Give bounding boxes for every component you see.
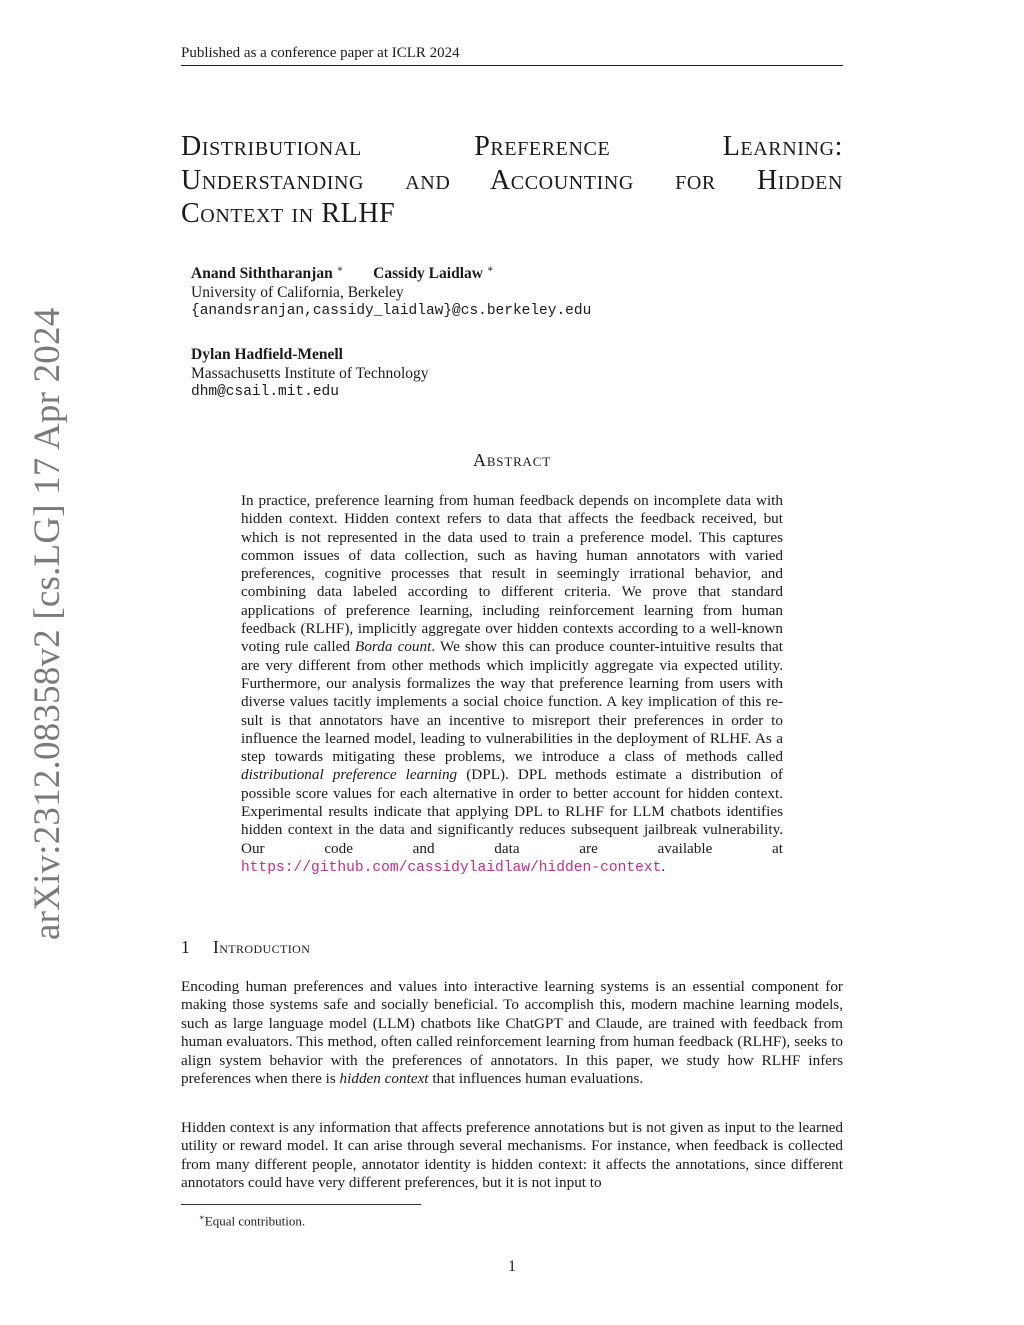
author-email: dhm@csail.mit.edu	[191, 384, 339, 400]
abstract-emphasis: distributional preference learning	[241, 766, 458, 784]
abstract-text: In practice, preference learning from human feedback depends on incomplete data with hidden context. Hidden context refers to data that affects the feedback received, but which is not represented in the data used to train a preference model. This captures common issues of data collection, such as having human annotators with varied preferences, cognitive processes that result in seemingly irrational behavior, and combining data labeled according to different criteria. We prove that standard applications of preference learning, including reinforcement learning from human feedback (RLHF), implicitly aggregate over hidden contexts according to a well-known voting rule called	[241, 492, 783, 656]
abstract-heading: Abstract	[473, 450, 551, 470]
title-line-3: Context in RLHF	[181, 198, 396, 229]
author-email: {anandsranjan,cassidy_laidlaw}@cs.berkeley.edu	[191, 303, 592, 320]
author-name: Anand Siththaranjan	[191, 265, 333, 283]
abstract-text: (DPL). DPL methods estimate a distribution of possible score values for each alternative in order to better account for hidden context. Experimental results indicate that applying DPL to RLHF for LLM chatbots identifies hidden context in the data and significantly reduces subsequent jailbreak vulnerability. Our code and data are available at	[241, 766, 783, 857]
section-number: 1	[181, 937, 191, 957]
paper-title	[181, 130, 843, 231]
abstract-text: . We show this can produce counter-intuitive results that are very different from other methods which implicitly aggregate via expected utility. Furthermore, our analysis formalizes the way that preference learning from users with diverse values tacitly implements a social choice function. A key implication of this result is that annotators have an incentive to misreport their preferences in order to influence the learned model, leading to vulnerabilities in the deployment of RLHF. As a step towards mitigating these problems, we introduce a class of methods called	[241, 638, 783, 766]
section-heading-introduction	[181, 936, 843, 958]
section-title: Introduction	[213, 937, 311, 957]
paragraph-emphasis: hidden context	[339, 1070, 429, 1088]
footnote	[199, 1209, 305, 1229]
arxiv-identifier: arXiv:2312.08358v2 [cs.LG] 17 Apr 2024	[27, 307, 68, 940]
author-name: Dylan Hadfield-Menell	[191, 346, 343, 363]
introduction-paragraph-1	[181, 978, 843, 1088]
equal-contribution-marker: ∗	[486, 264, 494, 275]
author-affiliation: University of California, Berkeley	[191, 284, 404, 302]
abstract-emphasis: Borda count	[355, 638, 432, 656]
abstract-body	[241, 492, 783, 877]
author-name: Cassidy Laidlaw	[373, 265, 483, 283]
abstract-period: .	[661, 857, 666, 875]
title-line-2: Understanding and Accounting for Hidden	[181, 164, 843, 196]
title-line-1: Distributional Preference Learning:	[181, 131, 843, 162]
running-head: Published as a conference paper at ICLR 2024	[181, 44, 843, 66]
footnote-marker: ∗	[199, 1212, 205, 1222]
author-names	[191, 260, 791, 283]
equal-contribution-marker: ∗	[336, 264, 344, 275]
author-affiliation: Massachusetts Institute of Technology	[191, 365, 429, 382]
code-repository-link[interactable]: https://github.com/cassidylaidlaw/hidden-context	[241, 859, 662, 876]
page-number: 1	[508, 1258, 516, 1275]
author-block-berkeley	[191, 260, 791, 321]
introduction-paragraph-2: Hidden context is any information that affects preference annotations but is not given as input to the learned utility or reward model. It can arise through several mechanisms. For instance, when feedback is collected from many different people, annotator identity is hidden context: it affects the annotations, since different annotators could have very different preferences, but it is not input to	[181, 1119, 843, 1192]
author-block-mit	[191, 345, 791, 402]
footnote-divider	[181, 1204, 421, 1205]
footnote-text: Equal contribution.	[204, 1213, 306, 1229]
paragraph-text: Encoding human preferences and values into interactive learning systems is an essential component for making those systems safe and socially beneficial. To accomplish this, modern machine learning models, such as large language model (LLM) chatbots like ChatGPT and Claude, are trained with feedback from human evaluators. This method, often called reinforcement learning from human feedback (RLHF), seeks to align system behavior with the preferences of annotators. In this paper, we study how RLHF infers preferences when there is	[181, 978, 843, 1088]
paragraph-text: that influences human evaluations.	[428, 1070, 644, 1088]
